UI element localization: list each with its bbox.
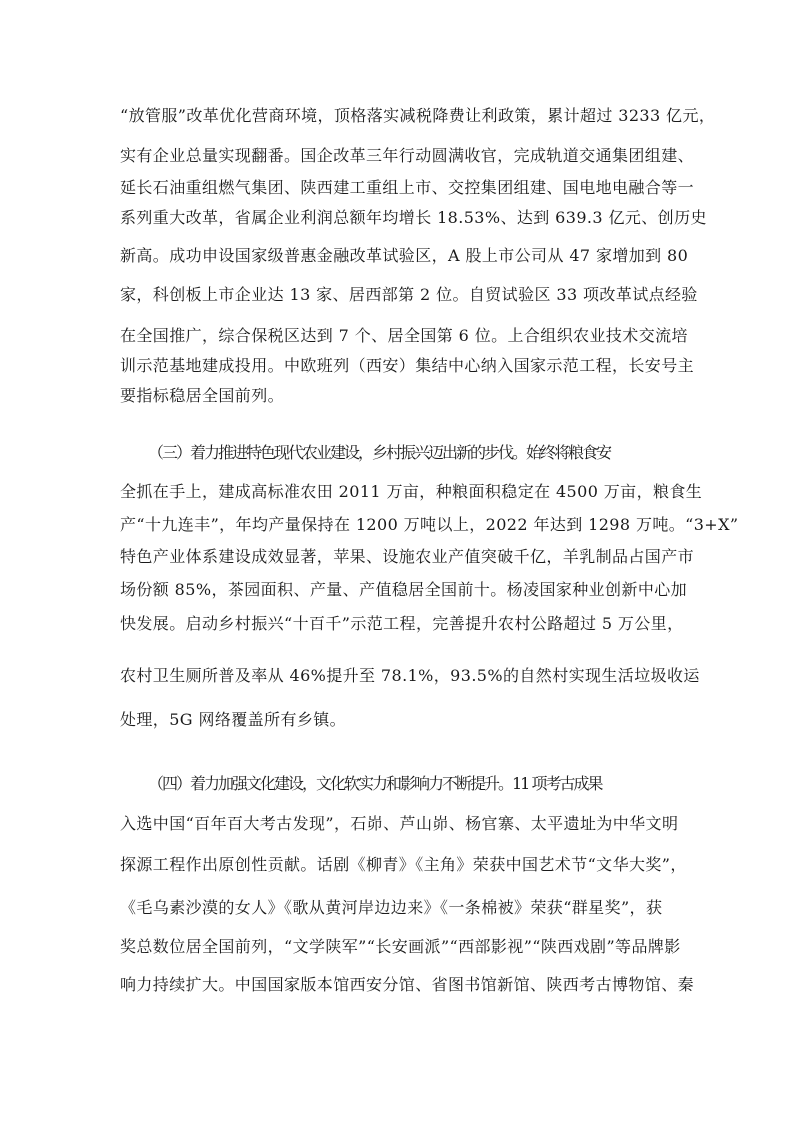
text-line: 特色产业体系建设成效显著，苹果、设施农业产值突破千亿，羊乳制品占国产市 — [120, 547, 695, 566]
text-line: 快发展。启动乡村振兴“十百千”示范工程，完善提升农村公路超过 5 万公里， — [120, 614, 684, 633]
text-line: 处理，5G 网络覆盖所有乡镇。 — [120, 710, 347, 729]
text-line: 《毛乌素沙漠的女人》《歌从黄河岸边边来》《一条棉被》荣获“群星奖”，获 — [120, 898, 663, 917]
text-line: “放管服”改革优化营商环境，顶格落实减税降费让利政策，累计超过 3233 亿元， — [120, 106, 716, 125]
text-line: 延长石油重组燃气集团、陕西建工重组上市、交控集团组建、国电地电融合等一 — [120, 178, 695, 197]
text-line: 农村卫生厕所普及率从 46%提升至 78.1%，93.5%的自然村实现生活垃圾收运 — [120, 666, 700, 685]
text-line: （四）着力加强文化建设，文化软实力和影响力不断提升。11 项考古成果 — [148, 774, 602, 793]
text-line: 要指标稳居全国前列。 — [120, 386, 285, 405]
text-line: 场份额 85%，茶园面积、产量、产值稳居全国前十。杨凌国家种业创新中心加 — [120, 580, 688, 599]
text-line: 实有企业总量实现翻番。国企改革三年行动圆满收官，完成轨道交通集团组建、 — [120, 146, 695, 165]
text-line: 家，科创板上市企业达 13 家、居西部第 2 位。自贸试验区 33 项改革试点经验 — [120, 285, 698, 304]
text-line: 在全国推广，综合保税区达到 7 个、居全国第 6 位。上合组织农业技术交流培 — [120, 326, 688, 345]
text-line: 入选中国“百年百大考古发现”，石峁、芦山峁、杨官寨、太平遗址为中华文明 — [120, 814, 679, 833]
text-line: （三）着力推进特色现代农业建设，乡村振兴迈出新的步伐。始终将粮食安 — [148, 443, 611, 462]
text-line: 探源工程作出原创性贡献。话剧《柳青》《主角》荣获中国艺术节“文华大奖”， — [120, 855, 687, 874]
text-line: 响力持续扩大。中国国家版本馆西安分馆、省图书馆新馆、陕西考古博物馆、秦 — [120, 975, 695, 994]
text-line: 全抓在手上，建成高标准农田 2011 万亩，种粮面积稳定在 4500 万亩，粮食生 — [120, 482, 703, 501]
text-line: 新高。成功申设国家级普惠金融改革试验区，A 股上市公司从 47 家增加到 80 — [120, 246, 689, 265]
text-line: 训示范基地建成投用。中欧班列（西安）集结中心纳入国家示范工程，长安号主 — [120, 356, 695, 375]
text-line: 产“十九连丰”，年均产量保持在 1200 万吨以上，2022 年达到 1298 万吨。“3+X” — [120, 515, 739, 534]
text-line: 奖总数位居全国前列，“文学陕军”“长安画派”“西部影视”“陕西戏剧”等品牌影 — [120, 937, 681, 956]
text-line: 系列重大改革，省属企业利润总额年均增长 18.53%、达到 639.3 亿元、创历史 — [120, 208, 707, 227]
